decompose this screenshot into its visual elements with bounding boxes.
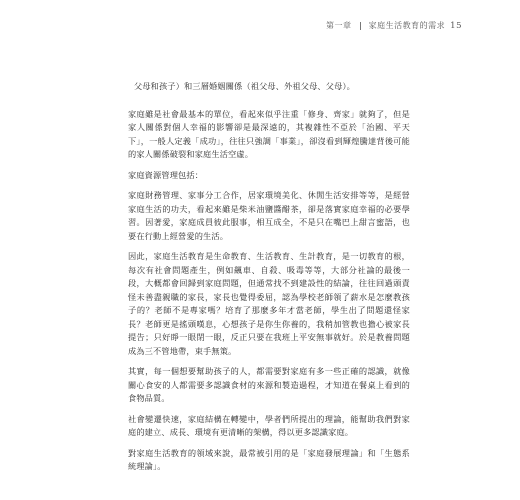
paragraph: 對家庭生活教育的領域來說，最常被引用的是「家庭發展理論」和「生態系統理論」。 [128,447,410,471]
page-number: 15 [450,21,462,31]
body-text [128,80,410,481]
header-divider [360,22,361,30]
chapter-label: 第一章 [326,21,352,30]
paragraph: 家庭資源管理包括： [128,169,204,180]
paragraph: 社會變遷快速，家庭結構在轉變中，學者們所提出的理論，能幫助我們對家庭的建立、成長、環境有更清晰的架構，得以更多認識家庭。 [128,413,410,437]
paragraph: 其實，每一個想要幫助孩子的人，都需要對家庭有多一些正確的認識，就像關心食安的人都需要多認識食材的來源和製造過程，才知道在餐桌上看到的食物品質。 [128,366,410,403]
paragraph: 家庭財務管理、家事分工合作，居家環境美化、休閒生活安排等等，是經營家庭生活的功夫，看起來雖是柴米油鹽醬醋茶，卻是落實家庭幸福的必要學習。因著愛，家庭成員彼此服事，相互成全，不是只在嘴巴上甜言蜜語，也要在行動上經營愛的生活。 [128,190,410,241]
chapter-title: 家庭生活教育的需求 [368,21,446,30]
paragraph-continuation: 父母和孩子）和三層婚姻關係（祖父母、外祖父母、父母）。 [134,81,356,91]
running-header [326,20,462,31]
paragraph: 家庭雖是社會最基本的單位，看起來似乎注重「修身、齊家」就夠了，但是家人關係對個人幸福的影響卻是最深遠的，其複雜性不亞於「治國、平天下」，一般人定義「成功」，往往只強調「事業」，卻沒看到輝煌騰達背後可能的家人關係破裂和家庭生活空虛。 [128,108,410,159]
paragraph: 因此，家庭生活教育是生命教育、生活教育、生計教育，是一切教育的根，每次有社會問題產生，例如飆車、自殺、吸毒等等，大部分社論的最後一段，大概都會回歸到家庭問題，但通常找不到建設性的結論，往往回過頭責怪未善盡親職的家長，家長也覺得委屈，認為學校老師領了薪水是怎麼教孩子的？老師不是專家嗎？培育了那麼多年才當老師，學生出了問題還怪家長？老師更是搖頭嘆息，心想孩子是你生你養的，我稍加管教也擔心被家長提告；只好睜一眼閉一眼，反正只要在我班上平安無事就好。於是教養問題成為三不管地帶，束手無策。 [128,251,410,356]
